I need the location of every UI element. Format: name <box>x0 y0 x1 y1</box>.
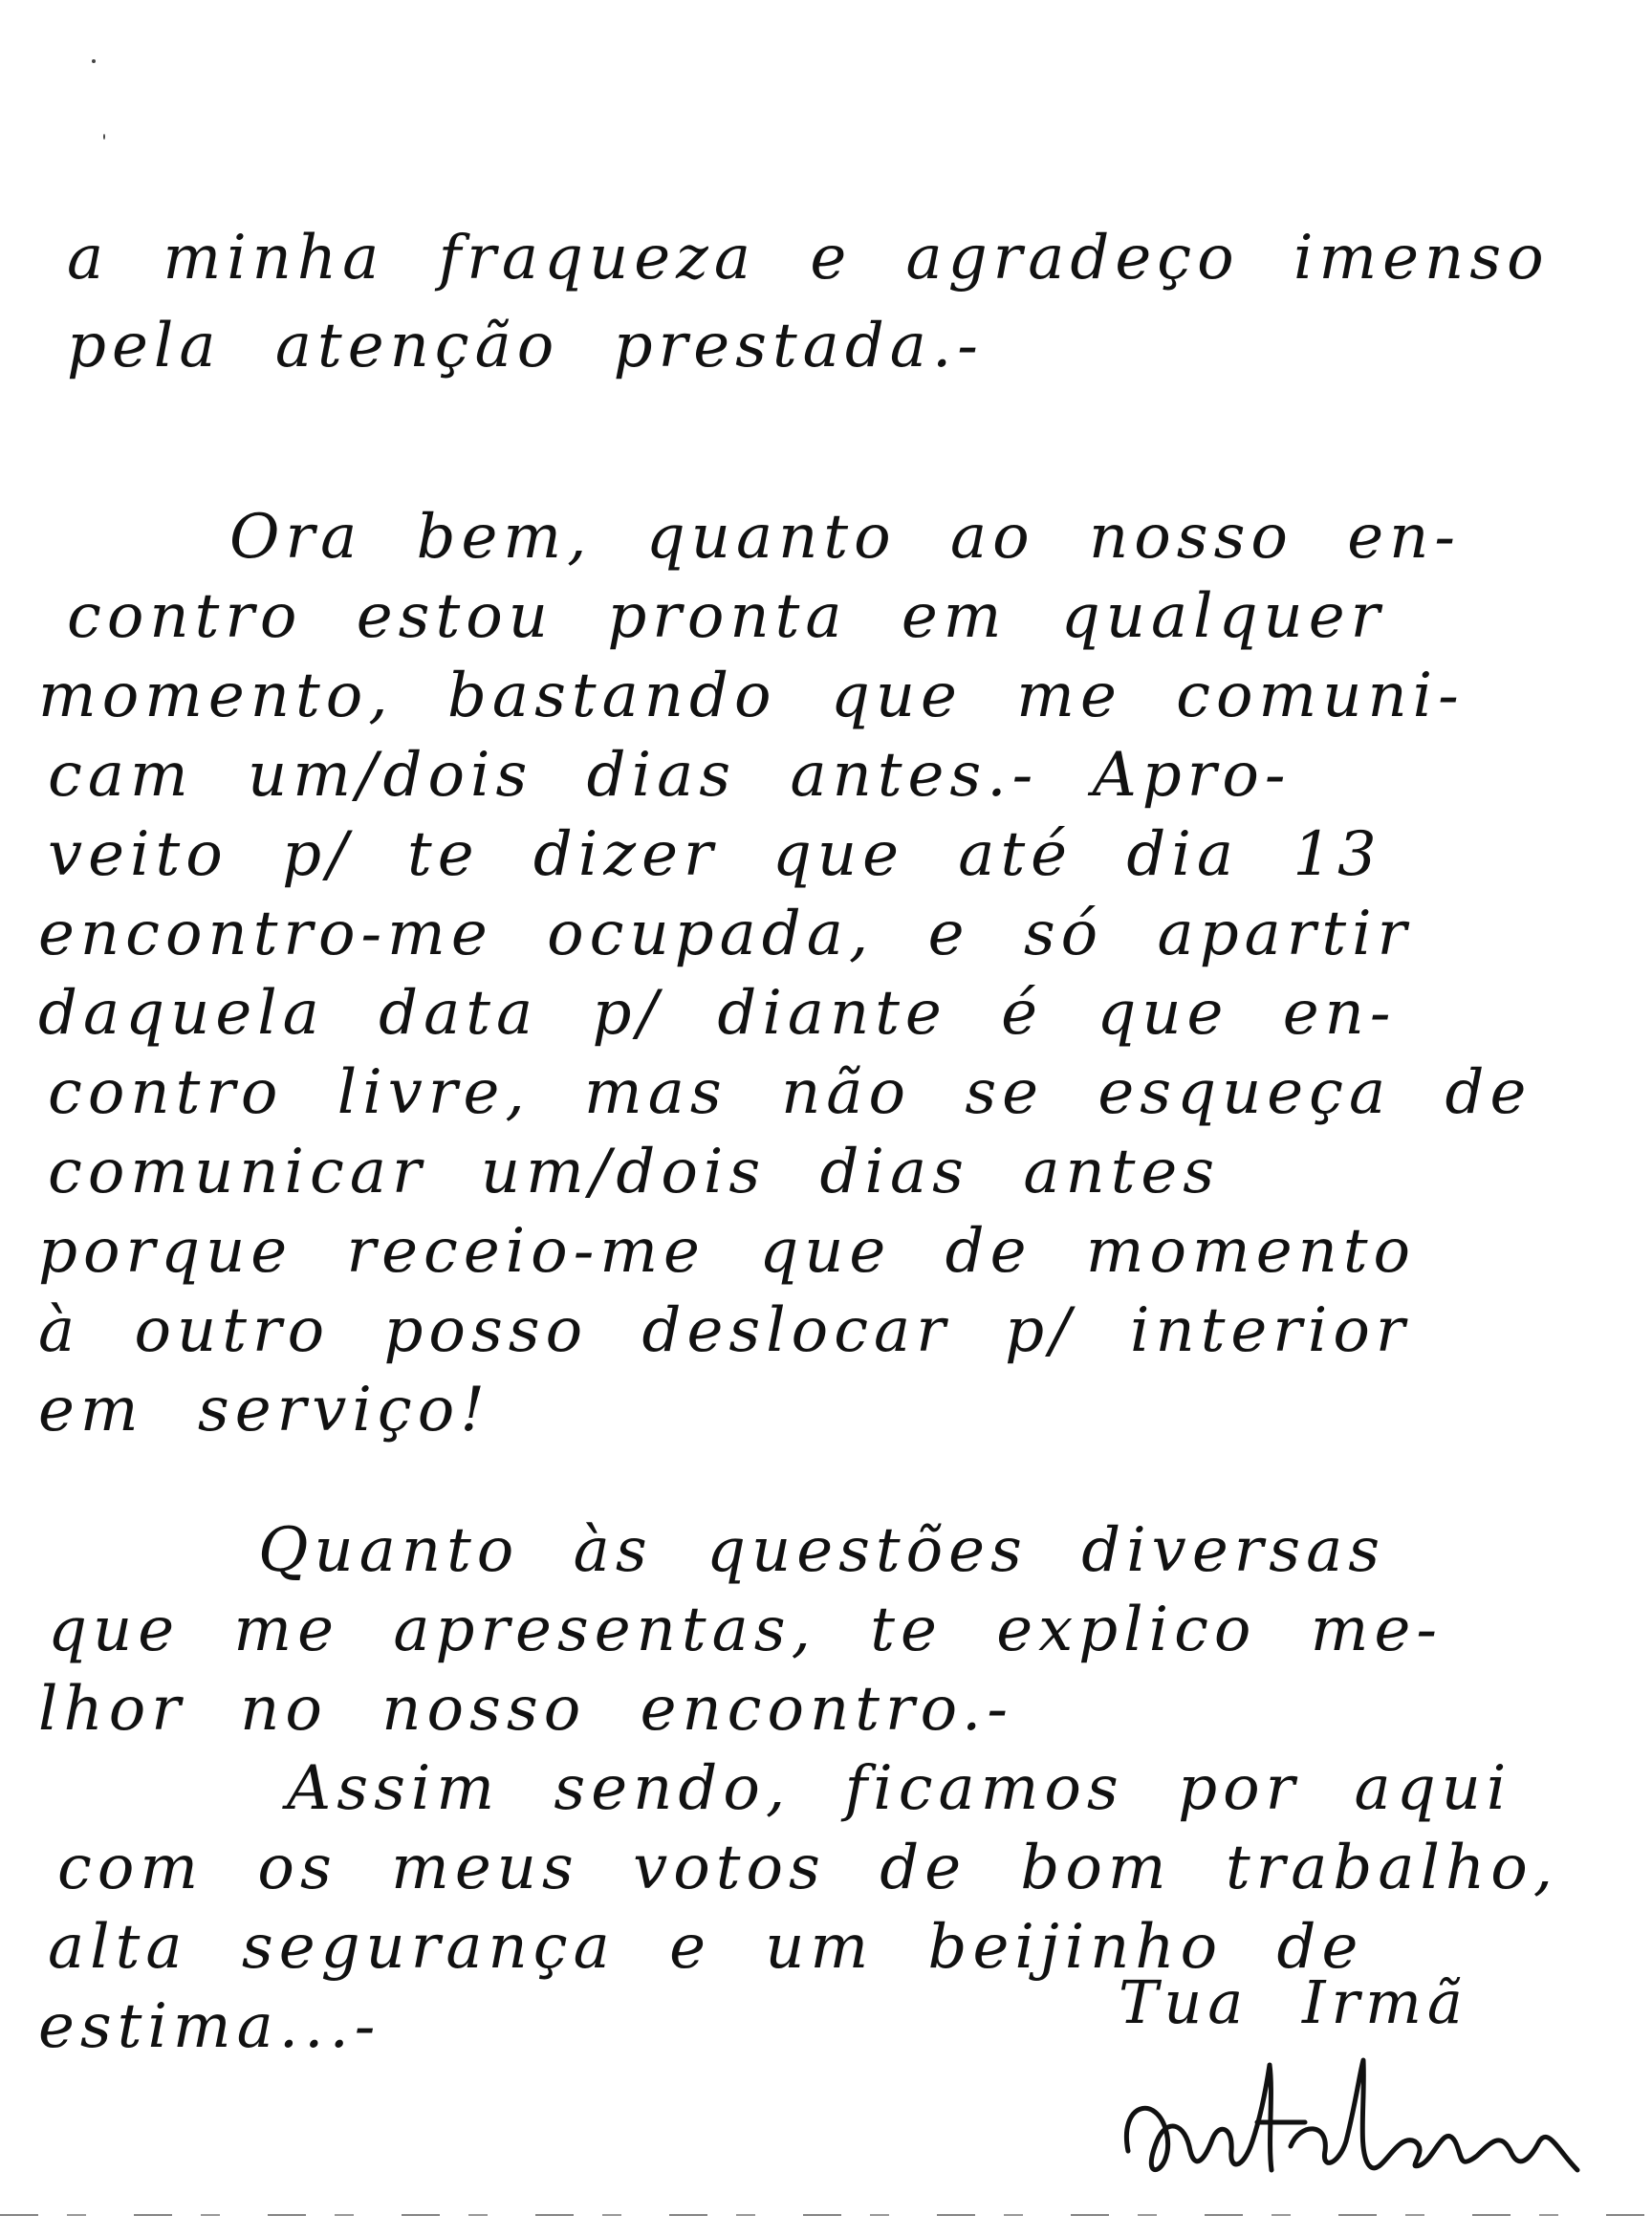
signature <box>1099 2027 1597 2218</box>
letter-line: cam um/dois dias antes.- Apro- <box>48 740 1292 811</box>
letter-line: estima...- <box>38 1991 381 2062</box>
letter-line: alta segurança e um beijinho de <box>48 1912 1364 1983</box>
letter-line: que me apresentas, te explico me- <box>48 1595 1443 1665</box>
letter-line: a minha fraqueza e agradeço imenso <box>67 223 1550 293</box>
closing: Tua Irmã <box>1119 1967 1468 2037</box>
letter-line: veito p/ te dizer que até dia 13 <box>48 819 1382 890</box>
letter-line: contro estou pronta em qualquer <box>67 581 1386 652</box>
paper-speck <box>103 134 105 140</box>
letter-line: encontro-me ocupada, e só apartir <box>38 899 1413 969</box>
letter-line: daquela data p/ diante é que en- <box>38 978 1397 1049</box>
letter-line: com os meus votos de bom trabalho, <box>57 1833 1559 1903</box>
letter-line: contro livre, mas não se esqueça de <box>48 1057 1532 1128</box>
letter-line: momento, bastando que me comuni- <box>38 661 1465 731</box>
letter-line: pela atenção prestada.- <box>67 311 984 381</box>
letter-line: porque receio-me que de momento <box>38 1216 1417 1287</box>
letter-line: Assim sendo, ficamos por aqui <box>287 1753 1512 1824</box>
letter-line: Ora bem, quanto ao nosso en- <box>229 502 1461 573</box>
paper-speck <box>92 59 96 63</box>
letter-line: Quanto às questões diversas <box>258 1515 1386 1586</box>
scan-edge-line <box>0 2214 1652 2216</box>
letter-line: comunicar um/dois dias antes <box>48 1137 1221 1207</box>
letter-line: à outro posso deslocar p/ interior <box>38 1295 1411 1366</box>
letter-line: lhor no nosso encontro.- <box>38 1674 1013 1745</box>
letter-line: em serviço! <box>38 1375 490 1445</box>
